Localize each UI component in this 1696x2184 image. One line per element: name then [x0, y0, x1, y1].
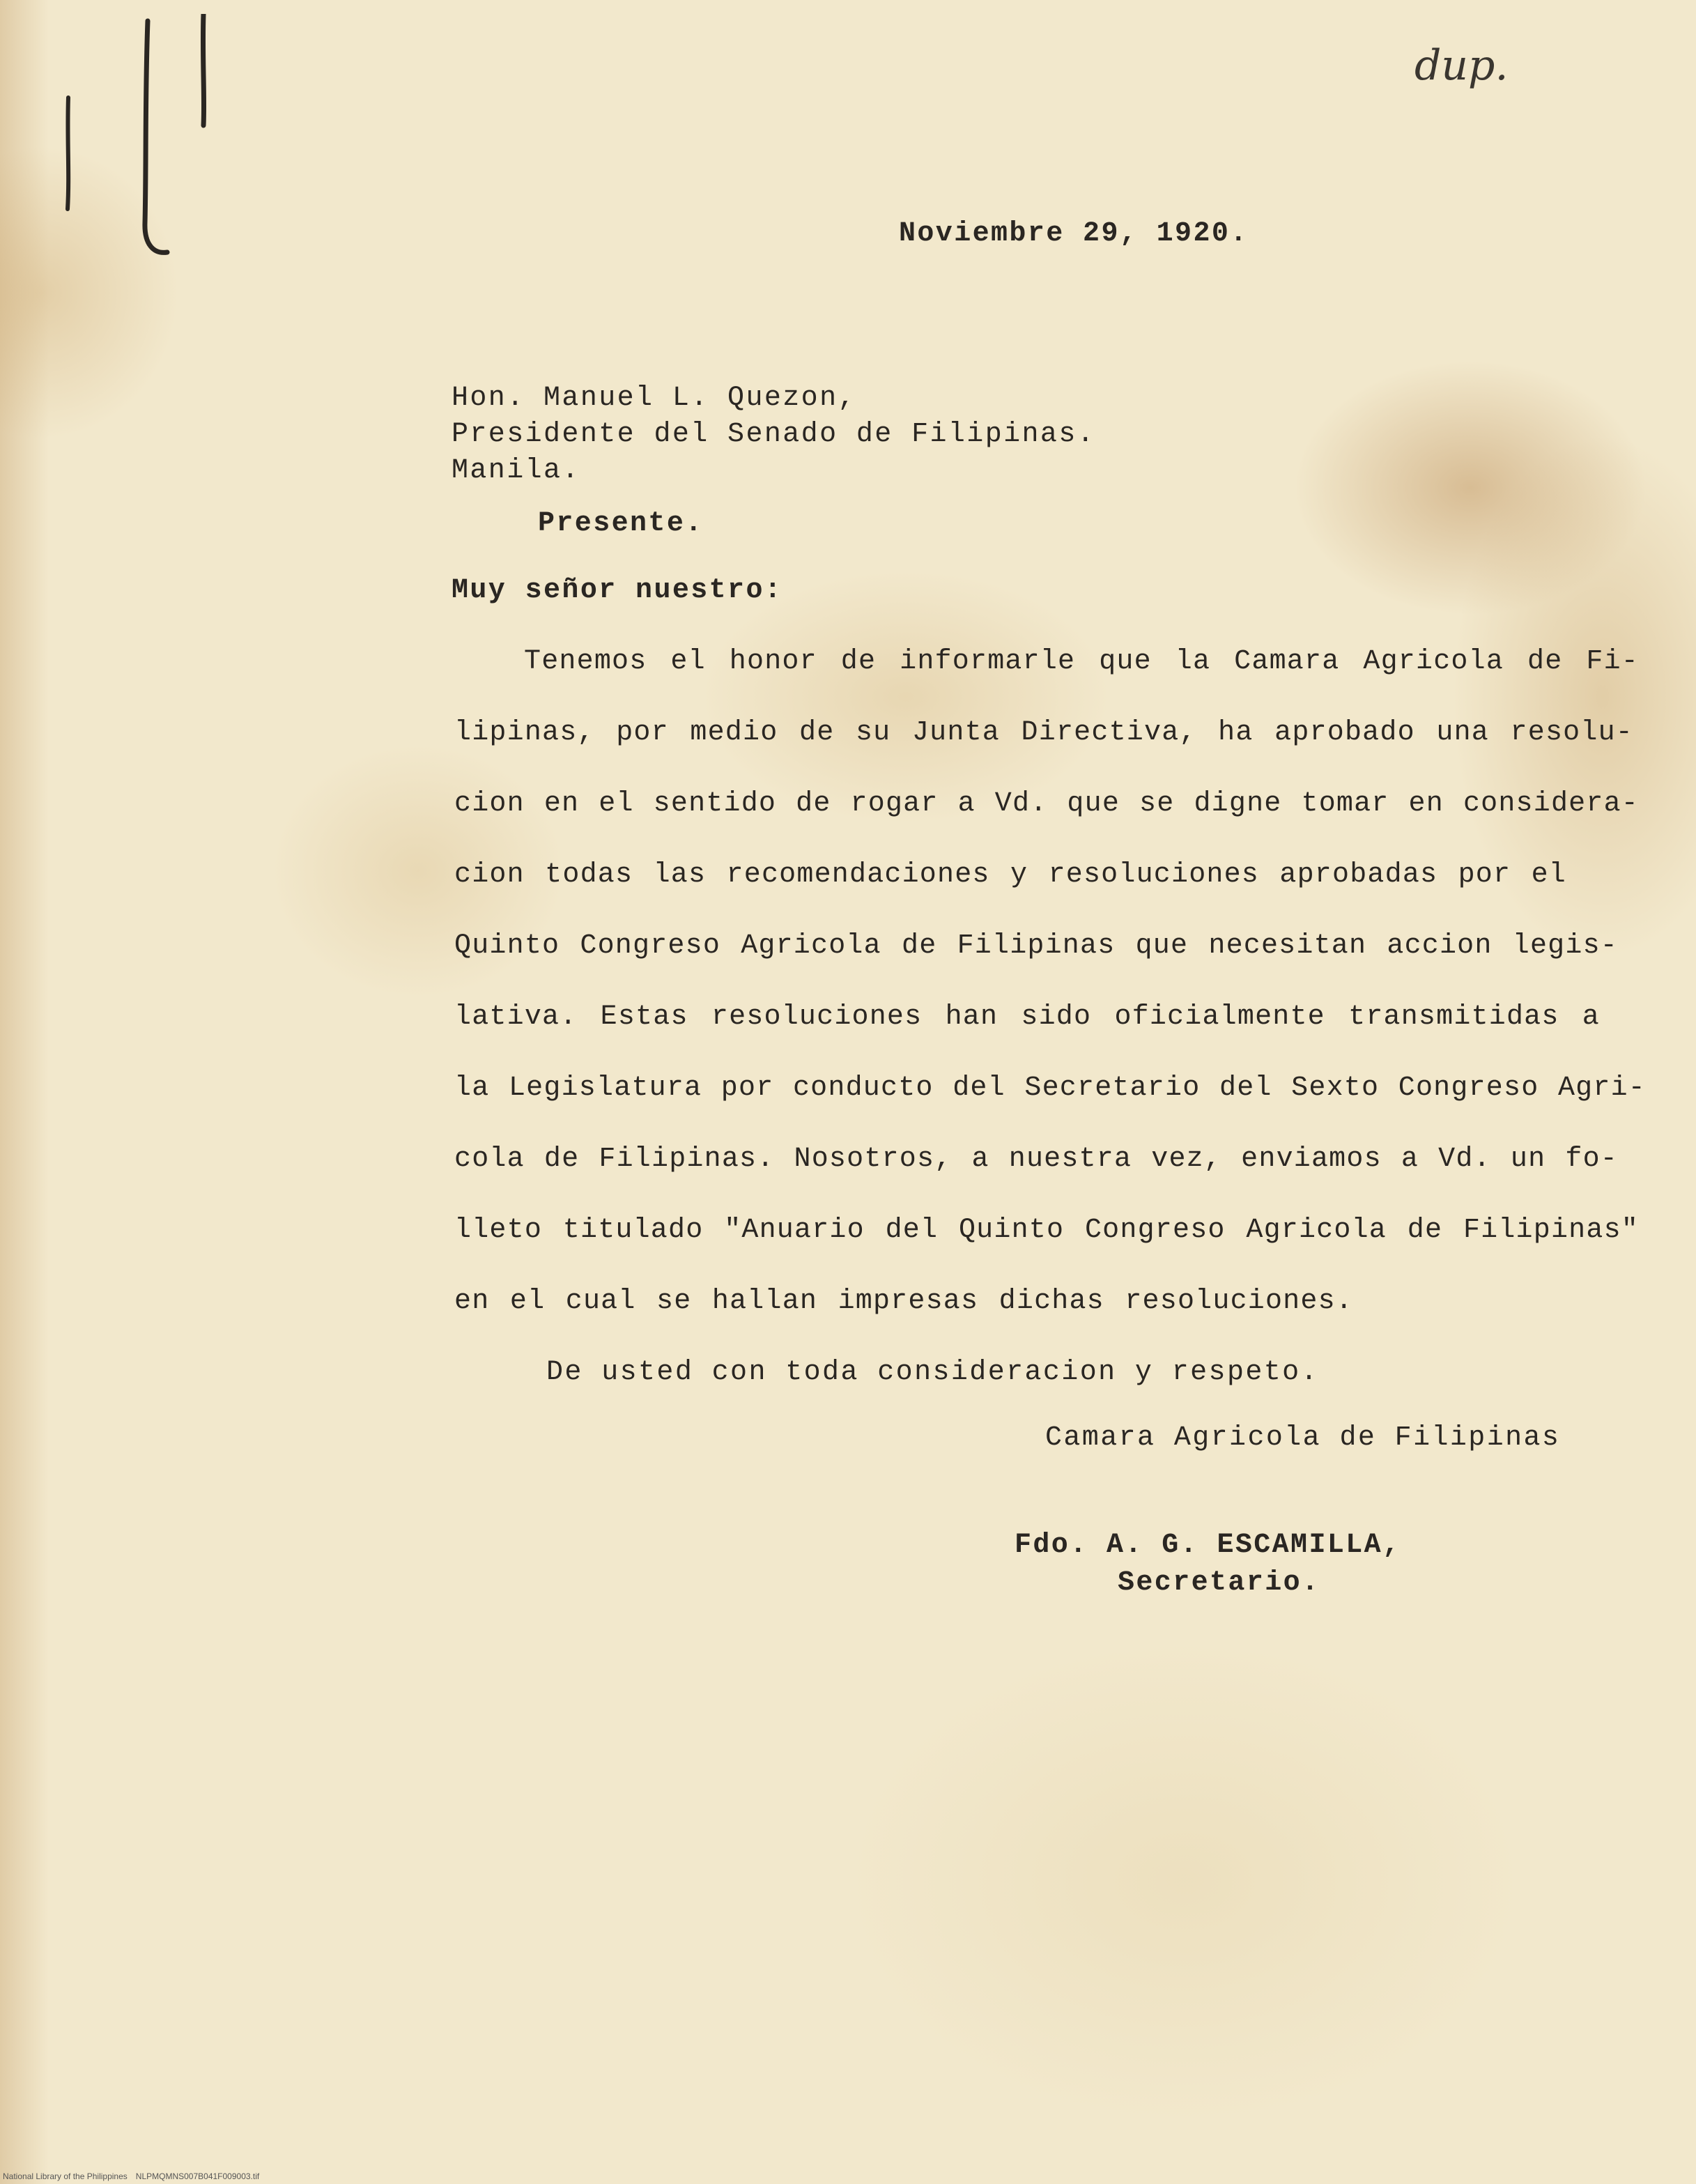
salutation: Muy señor nuestro:: [452, 575, 783, 606]
body-line: cion todas las recomendaciones y resoluciones aprobadas por el: [454, 859, 1566, 891]
recipient-name: Hon. Manuel L. Quezon,: [452, 383, 856, 414]
body-line: cola de Filipinas. Nosotros, a nuestra vez, enviamos a Vd. un fo-: [454, 1144, 1618, 1175]
organization-name: Camara Agricola de Filipinas: [1045, 1422, 1561, 1454]
footer-institution: National Library of the Philippines: [3, 2171, 128, 2181]
body-line: Tenemos el honor de informarle que la Camara Agricola de Fi-: [524, 646, 1639, 677]
body-line: la Legislatura por conducto del Secretario del Sexto Congreso Agri-: [454, 1072, 1646, 1104]
body-line: lipinas, por medio de su Junta Directiva, ha aprobado una resolu-: [454, 717, 1633, 748]
signature-title: Secretario.: [1118, 1567, 1320, 1599]
closing-line: De usted con toda consideracion y respeto.: [546, 1357, 1319, 1388]
margin-pencil-marks: [49, 14, 230, 279]
body-line: lativa. Estas resoluciones han sido oficialmente transmitidas a: [454, 1001, 1600, 1033]
body-line: cion en el sentido de rogar a Vd. que se digne tomar en considera-: [454, 788, 1639, 820]
signature-name: Fdo. A. G. ESCAMILLA,: [1015, 1530, 1401, 1561]
body-line: lleto titulado "Anuario del Quinto Congreso Agricola de Filipinas": [454, 1215, 1639, 1246]
letter-date: Noviembre 29, 1920.: [899, 218, 1249, 249]
annotation-text: dup.: [1414, 41, 1509, 90]
scan-footer: [3, 2171, 268, 2181]
footer-file-id: NLPMQMNS007B041F009003.tif: [135, 2171, 260, 2181]
recipient-city: Manila.: [452, 455, 580, 486]
body-line: en el cual se hallan impresas dichas resoluciones.: [454, 1286, 1353, 1317]
recipient-title: Presidente del Senado de Filipinas.: [452, 419, 1096, 450]
body-line: Quinto Congreso Agricola de Filipinas que necesitan accion legis-: [454, 930, 1618, 962]
presente-line: Presente.: [538, 508, 704, 539]
